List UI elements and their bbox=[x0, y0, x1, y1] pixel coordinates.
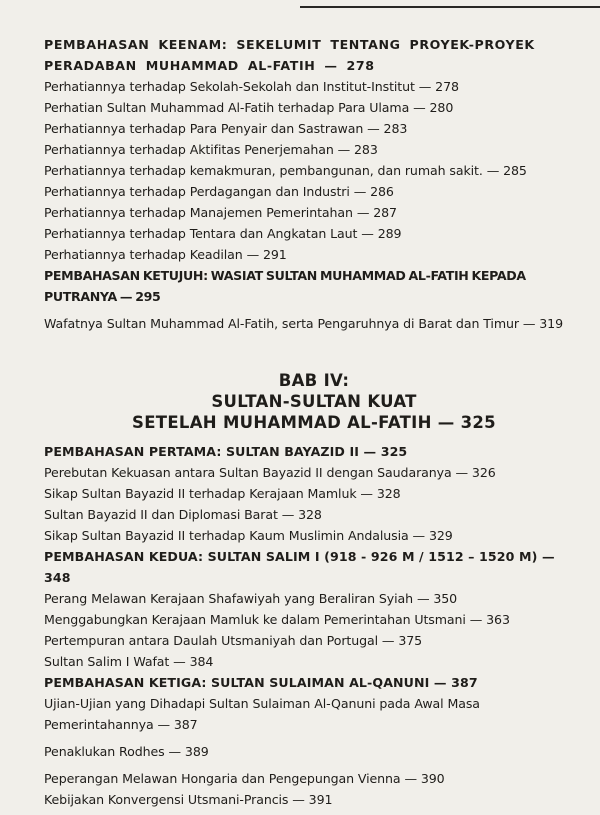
toc-entry: Perhatiannya terhadap Keadilan — 291 bbox=[44, 247, 287, 262]
toc-entry: Perhatiannya terhadap Tentara dan Angkatan Laut — 289 bbox=[44, 226, 402, 241]
toc-entry: Perhatiannya terhadap Manajemen Pemerintahan — 287 bbox=[44, 205, 397, 220]
header-rule bbox=[300, 6, 600, 8]
section-heading-ketujuh: PEMBAHASAN KETUJUH: WASIAT SULTAN MUHAMMAD AL-FATIH KEPADA PUTRANYA — 295 bbox=[44, 268, 526, 304]
toc-entry: Perhatiannya terhadap Sekolah-Sekolah dan Institut-Institut — 278 bbox=[44, 79, 459, 94]
toc-entry: Penaklukan Rodhes — 389 bbox=[44, 744, 209, 759]
chapter-title-line: SULTAN-SULTAN KUAT bbox=[211, 392, 417, 411]
section-heading-ketiga: PEMBAHASAN KETIGA: SULTAN SULAIMAN AL-QANUNI — 387 bbox=[44, 675, 478, 690]
toc-entry: Wafatnya Sultan Muhammad Al-Fatih, serta Pengaruhnya di Barat dan Timur — 319 bbox=[44, 316, 563, 331]
toc-entry: Perang Melawan Kerajaan Shafawiyah yang Beraliran Syiah — 350 bbox=[44, 591, 458, 606]
toc-entry: Perhatian Sultan Muhammad Al-Fatih terhadap Para Ulama — 280 bbox=[44, 100, 454, 115]
table-of-contents bbox=[44, 34, 584, 810]
toc-entry: Sultan Bayazid II dan Diplomasi Barat — 328 bbox=[44, 507, 322, 522]
toc-entry: Perhatiannya terhadap kemakmuran, pembangunan, dan rumah sakit. — 285 bbox=[44, 163, 527, 178]
chapter-title-line: SETELAH MUHAMMAD AL-FATIH — 325 bbox=[132, 413, 496, 432]
chapter-number: BAB IV: bbox=[278, 371, 350, 390]
chapter-title bbox=[44, 370, 584, 433]
toc-entry: Menggabungkan Kerajaan Mamluk ke dalam Pemerintahan Utsmani — 363 bbox=[44, 612, 510, 627]
toc-entry: Perebutan Kekuasan antara Sultan Bayazid II dengan Saudaranya — 326 bbox=[44, 465, 496, 480]
toc-entry: Perhatiannya terhadap Aktifitas Penerjemahan — 283 bbox=[44, 142, 378, 157]
toc-entry: Perhatiannya terhadap Para Penyair dan Sastrawan — 283 bbox=[44, 121, 408, 136]
section-heading-pertama: PEMBAHASAN PERTAMA: SULTAN BAYAZID II — 325 bbox=[44, 444, 408, 459]
toc-entry: Sikap Sultan Bayazid II terhadap Kaum Muslimin Andalusia — 329 bbox=[44, 528, 453, 543]
toc-entry: Kebijakan Konvergensi Utsmani-Prancis — 391 bbox=[44, 792, 333, 807]
toc-entry: Ujian-Ujian yang Dihadapi Sultan Sulaiman Al-Qanuni pada Awal Masa Pemerintahannya — 387 bbox=[44, 696, 480, 732]
toc-entry: Perhatiannya terhadap Perdagangan dan Industri — 286 bbox=[44, 184, 394, 199]
section-heading-keenam: PEMBAHASAN KEENAM: SEKELUMIT TENTANG PROYEK-PROYEK PERADABAN MUHAMMAD AL-FATIH — 278 bbox=[44, 37, 535, 73]
toc-entry: Peperangan Melawan Hongaria dan Pengepungan Vienna — 390 bbox=[44, 771, 445, 786]
toc-entry: Sultan Salim I Wafat — 384 bbox=[44, 654, 214, 669]
section-heading-kedua: PEMBAHASAN KEDUA: SULTAN SALIM I (918 - 926 M / 1512 – 1520 M) — 348 bbox=[44, 549, 555, 585]
toc-entry: Pertempuran antara Daulah Utsmaniyah dan Portugal — 375 bbox=[44, 633, 423, 648]
toc-entry: Sikap Sultan Bayazid II terhadap Kerajaan Mamluk — 328 bbox=[44, 486, 401, 501]
